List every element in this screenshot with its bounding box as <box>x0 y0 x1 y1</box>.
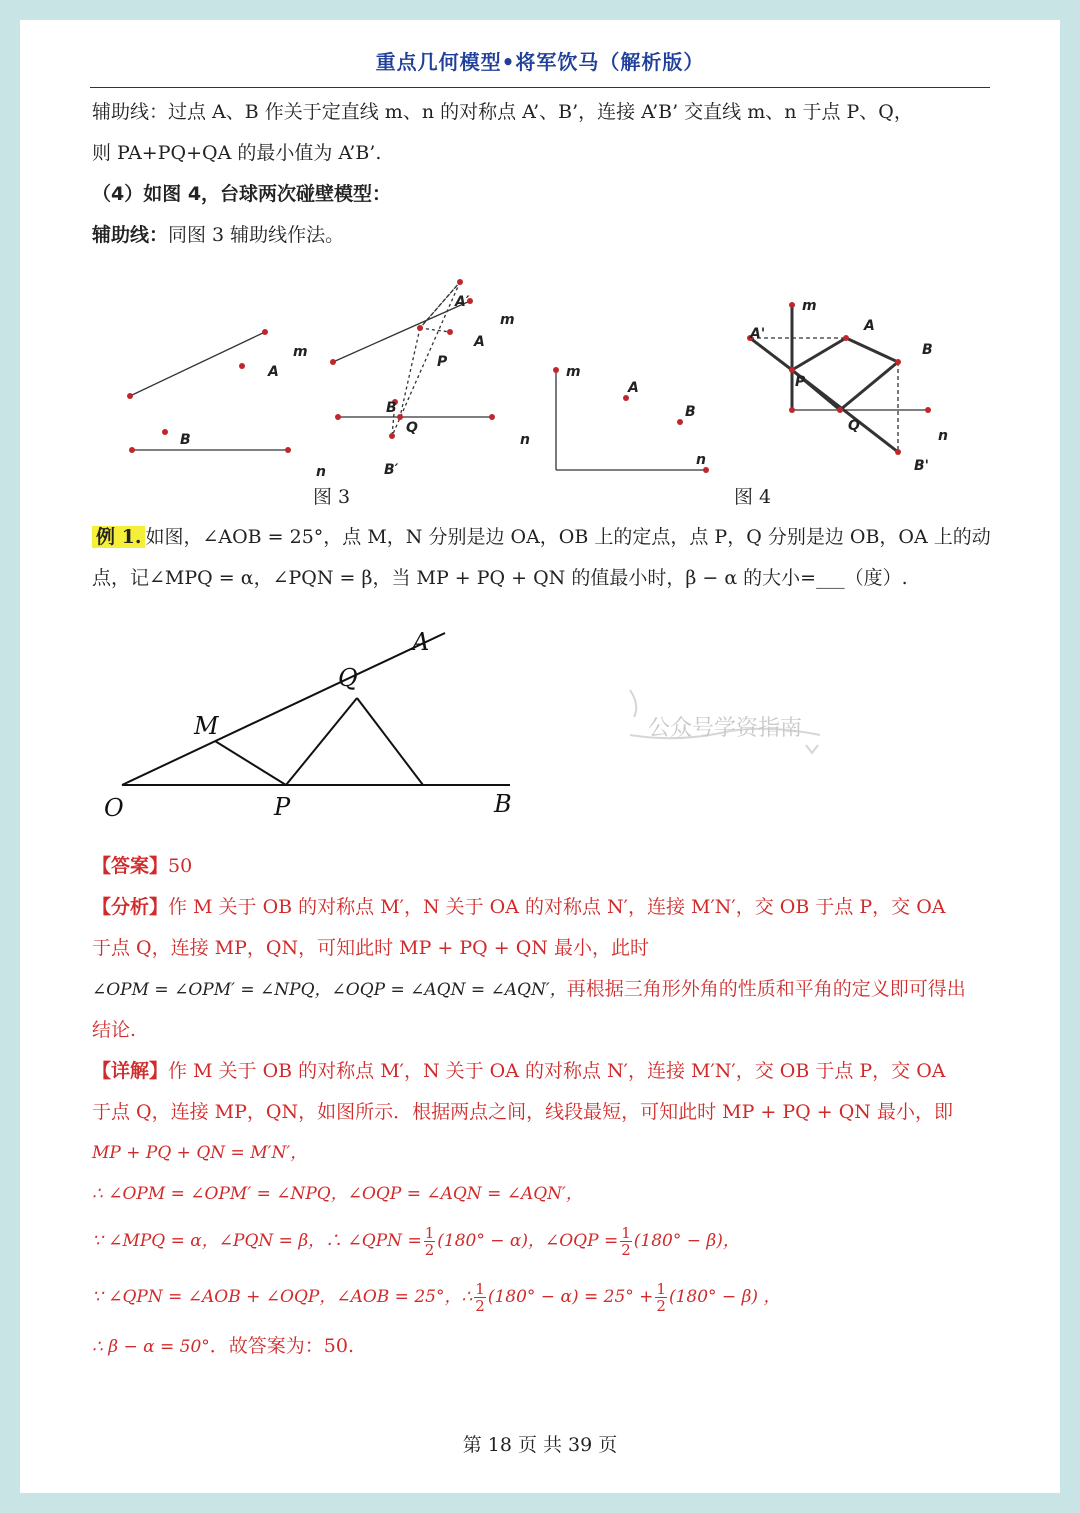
intro-line-3: （4）如图 4，台球两次碰壁模型： <box>92 183 392 205</box>
diagram-label-a: A <box>412 628 430 656</box>
example-line-1: 例 1. 如图，∠AOB = 25°，点 M，N 分别是边 OA，OB 上的定点，点 P，Q 分别是边 OB，OA 上的动 <box>92 523 992 551</box>
fig3-label-b2: B <box>386 400 397 416</box>
fraction-half: $\frac{1}{2}$ <box>475 1280 485 1315</box>
intro-line-1: 辅助线：过点 A、B 作关于定直线 m、n 的对称点 A’、B’，连接 A’B’ 交直线 m、n 于点 P、Q， <box>92 101 913 123</box>
aux-line-label: 辅助线： <box>92 224 169 246</box>
fig4-label-b1: B <box>685 404 696 420</box>
analysis-line-1: 【分析】作 M 关于 OB 的对称点 M′，N 关于 OA 的对称点 N′，连接 M′N′，交 OB 于点 P，交 OA <box>92 896 946 918</box>
document-page <box>20 20 1060 1493</box>
fig3-label-a2: A <box>474 334 485 350</box>
fig3-label-q: Q <box>406 420 418 436</box>
header-rule <box>90 87 990 88</box>
diagram-label-m: M <box>194 712 219 740</box>
detail-line-5: ∵ ∠MPQ = α，∠PQN = β，∴ ∠QPN = $\frac{1}{2}$ (180° − α)，∠OQP = $\frac{1}{2}$ (180° − β)， <box>92 1224 740 1259</box>
detail-line-2: 于点 Q，连接 MP，QN，如图所示．根据两点之间，线段最短，可知此时 MP + PQ + QN 最小，即 <box>92 1101 953 1123</box>
watermark-text: 公众号学资指南 <box>648 716 803 741</box>
detail-line-3: MP + PQ + QN = M′N′， <box>92 1143 308 1163</box>
analysis-line-2: 于点 Q，连接 MP，QN，可知此时 MP + PQ + QN 最小，此时 <box>92 937 649 959</box>
example-diagram <box>90 610 550 840</box>
fig4-label-q: Q <box>848 418 860 434</box>
fraction-half: $\frac{1}{2}$ <box>621 1224 631 1259</box>
intro-line-4: 辅助线：同图 3 辅助线作法。 <box>92 224 345 246</box>
fig3-label-m2: m <box>500 312 515 328</box>
fig4-label-a-prime: A' <box>750 326 766 342</box>
fraction-half: $\frac{1}{2}$ <box>656 1280 666 1315</box>
fig4-label-a2: A <box>864 318 875 334</box>
fig4-label-n1: n <box>696 452 706 468</box>
fig3-label-b-prime: B′ <box>384 462 399 478</box>
fig3-label-a1: A <box>268 364 279 380</box>
intro-line-2: 则 PA+PQ+QA 的最小值为 A’B’. <box>92 142 382 164</box>
fig4-label-p: P <box>795 374 806 390</box>
answer-tag: 【答案】 <box>92 855 169 877</box>
figure-4-diagram <box>540 270 970 480</box>
example-line-2: 点，记∠MPQ = α，∠PQN = β，当 MP + PQ + QN 的值最小时，β − α 的大小=___（度）. <box>92 567 908 589</box>
fig4-label-b-prime: B' <box>914 458 929 474</box>
fig3-label-n1: n <box>316 464 326 480</box>
analysis-tag: 【分析】 <box>92 896 169 918</box>
fig3-label-p: P <box>437 354 448 370</box>
detail-line-4: ∴ ∠OPM = ∠OPM′ = ∠NPQ，∠OQP = ∠AQN = ∠AQN′， <box>92 1184 583 1204</box>
detail-line-6: ∵ ∠QPN = ∠AOB + ∠OQP，∠AOB = 25°，∴ $\frac{1}{2}$ (180° − α) = 25° + $\frac{1}{2}$ (180° − β) ， <box>92 1280 781 1315</box>
diagram-label-b: B <box>494 790 512 818</box>
analysis-line-4: 结论. <box>92 1019 137 1041</box>
figure-4-caption: 图 4 <box>734 486 772 508</box>
figure-3-diagram <box>110 270 530 480</box>
fig3-label-m1: m <box>293 344 308 360</box>
diagram-label-q: Q <box>338 664 358 692</box>
fig3-label-a-prime: A′ <box>455 294 470 310</box>
fig4-label-n2: n <box>938 428 948 444</box>
analysis-line-3: ∠OPM = ∠OPM′ = ∠NPQ，∠OQP = ∠AQN = ∠AQN′，再根据三角形外角的性质和平角的定义即可得出 <box>92 978 966 1000</box>
fig3-label-b1: B <box>180 432 191 448</box>
fig4-label-a1: A <box>628 380 639 396</box>
fraction-half: $\frac{1}{2}$ <box>424 1224 435 1259</box>
figure-3-caption: 图 3 <box>313 486 351 508</box>
page-header-title: 重点几何模型•将军饮马（解析版） <box>375 50 705 74</box>
fig4-label-m2: m <box>802 298 817 314</box>
page-footer: 第 18 页 共 39 页 <box>462 1434 618 1456</box>
fig4-label-b2: B <box>922 342 933 358</box>
detail-line-7: ∴ β − α = 50°．故答案为：50. <box>92 1335 354 1357</box>
answer-line <box>92 852 992 880</box>
example-tag: 例 1. <box>92 526 145 548</box>
detail-line-1: 【详解】作 M 关于 OB 的对称点 M′，N 关于 OA 的对称点 N′，连接 M′N′，交 OB 于点 P，交 OA <box>92 1060 946 1082</box>
fig3-label-n2: n <box>520 432 530 448</box>
answer-value: 50 <box>168 855 193 877</box>
detail-tag: 【详解】 <box>92 1060 169 1082</box>
fig4-label-m1: m <box>566 364 581 380</box>
diagram-label-o: O <box>104 794 124 822</box>
diagram-label-p: P <box>274 793 291 821</box>
